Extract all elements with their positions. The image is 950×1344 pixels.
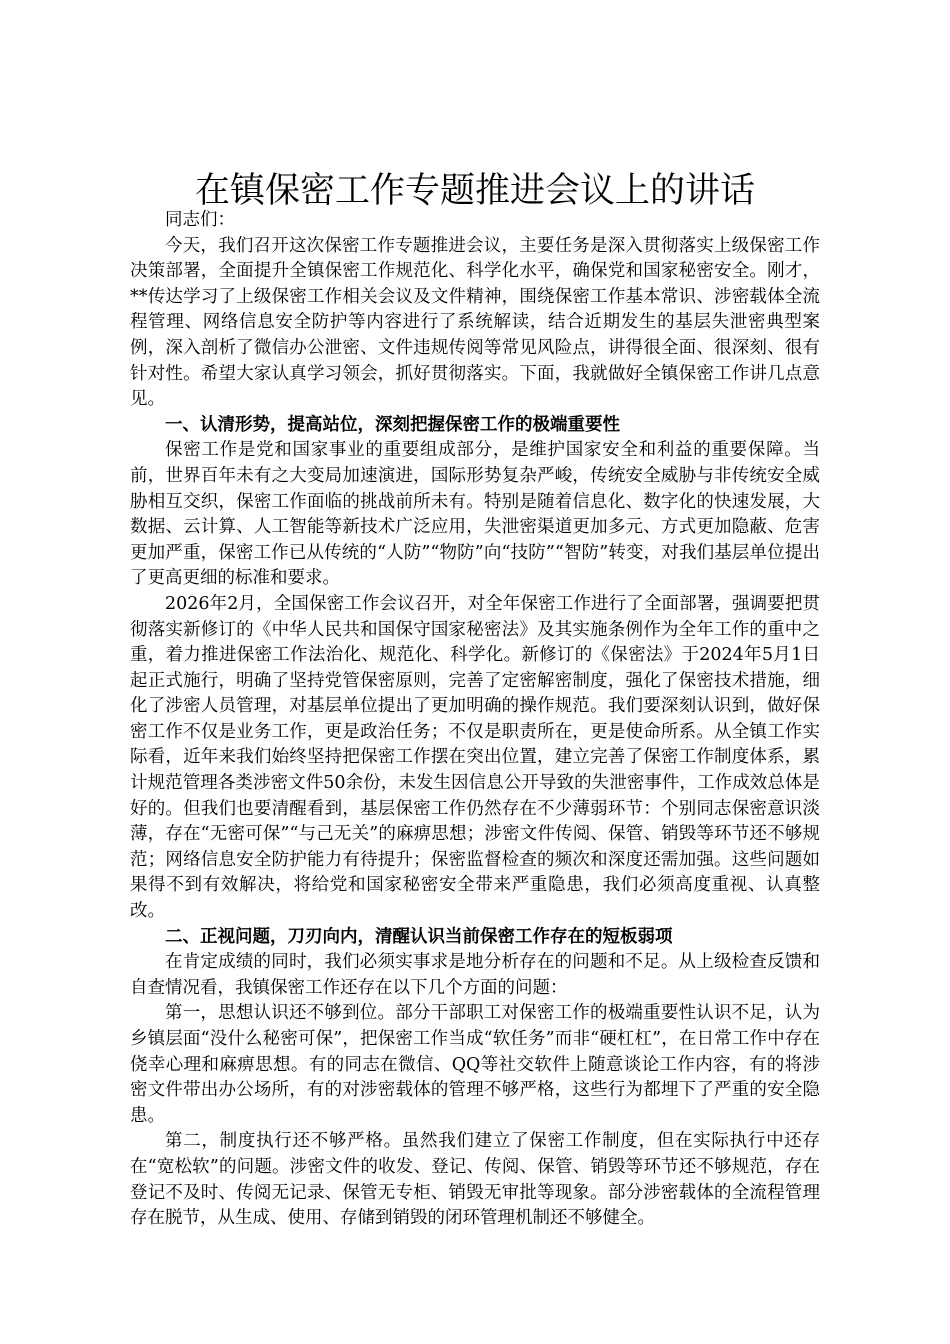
document-page: [130, 168, 820, 1232]
salutation: 同志们：: [165, 210, 235, 230]
intro-paragraph: 今天，我们召开这次保密工作专题推进会议，主要任务是深入贯彻落实上级保密工作决策部署，全面提升全镇保密工作规范化、科学化水平，确保党和国家秘密安全。刚才，**传达学习了上级保密工作相关会议及文件精神，围绕保密工作基本常识、涉密载体全流程管理、网络信息安全防护等内容进行了系统解读，结合近期发生的基层失泄密典型案例，深入剖析了微信办公泄密、文件违规传阅等常见风险点，讲得很全面、很深刻、很有针对性。希望大家认真学习领会，抓好贯彻落实。下面，我就做好全镇保密工作讲几点意见。: [130, 235, 820, 410]
document-title: 在镇保密工作专题推进会议上的讲话: [194, 171, 755, 211]
section-1-paragraph: 2026年2月，全国保密工作会议召开，对全年保密工作进行了全面部署，强调要把贯彻落实新修订的《中华人民共和国保守国家秘密法》及其实施条例作为全年工作的重中之重，着力推进保密工作法治化、规范化、科学化。新修订的《保密法》于2024年5月1日起正式施行，明确了坚持党管保密原则，完善了定密解密制度，强化了保密技术措施，细化了涉密人员管理，对基层单位提出了更加明确的操作规范。我们要深刻认识到，做好保密工作不仅是业务工作，更是政治任务；不仅是职责所在，更是使命所系。从全镇工作实际看，近年来我们始终坚持把保密工作摆在突出位置，建立完善了保密工作制度体系，累计规范管理各类涉密文件50余份，未发生因信息公开导致的失泄密事件，工作成效总体是好的。但我们也要清醒看到，基层保密工作仍然存在不少薄弱环节：个别同志保密意识淡薄，存在“无密可保”“与己无关”的麻痹思想；涉密文件传阅、保管、销毁等环节还不够规范；网络信息安全防护能力有待提升；保密监督检查的频次和深度还需加强。这些问题如果得不到有效解决，将给党和国家秘密安全带来严重隐患，我们必须高度重视、认真整改。: [130, 593, 820, 922]
section-2-paragraph: 在肯定成绩的同时，我们必须实事求是地分析存在的问题和不足。从上级检查反馈和自查情况看，我镇保密工作还存在以下几个方面的问题：: [130, 952, 820, 998]
section-2-paragraph: 第二，制度执行还不够严格。虽然我们建立了保密工作制度，但在实际执行中还存在“宽松软”的问题。涉密文件的收发、登记、传阅、保管、销毁等环节还不够规范，存在登记不及时、传阅无记录、保管无专柜、销毁无审批等现象。部分涉密载体的全流程管理存在脱节，从生成、使用、存储到销毁的闭环管理机制还不够健全。: [130, 1131, 820, 1229]
section-2-heading: 二、正视问题，刀刃向内，清醒认识当前保密工作存在的短板弱项: [165, 926, 673, 947]
section-1-paragraph: 保密工作是党和国家事业的重要组成部分，是维护国家安全和利益的重要保障。当前，世界百年未有之大变局加速演进，国际形势复杂严峻，传统安全威胁与非传统安全威胁相互交织，保密工作面临的挑战前所未有。特别是随着信息化、数字化的快速发展，大数据、云计算、人工智能等新技术广泛应用，失泄密渠道更加多元、方式更加隐蔽、危害更加严重，保密工作已从传统的“人防”“物防”向“技防”“智防”转变，对我们基层单位提出了更高更细的标准和要求。: [130, 440, 820, 589]
section-2-paragraph: 第一，思想认识还不够到位。部分干部职工对保密工作的极端重要性认识不足，认为乡镇层面“没什么秘密可保”，把保密工作当成“软任务”而非“硬杠杠”，在日常工作中存在侥幸心理和麻痹思想。有的同志在微信、QQ等社交软件上随意谈论工作内容，有的将涉密文件带出办公场所，有的对涉密载体的管理不够严格，这些行为都埋下了严重的安全隐患。: [130, 1003, 820, 1126]
section-1-heading: 一、认清形势，提高站位，深刻把握保密工作的极端重要性: [165, 414, 620, 435]
